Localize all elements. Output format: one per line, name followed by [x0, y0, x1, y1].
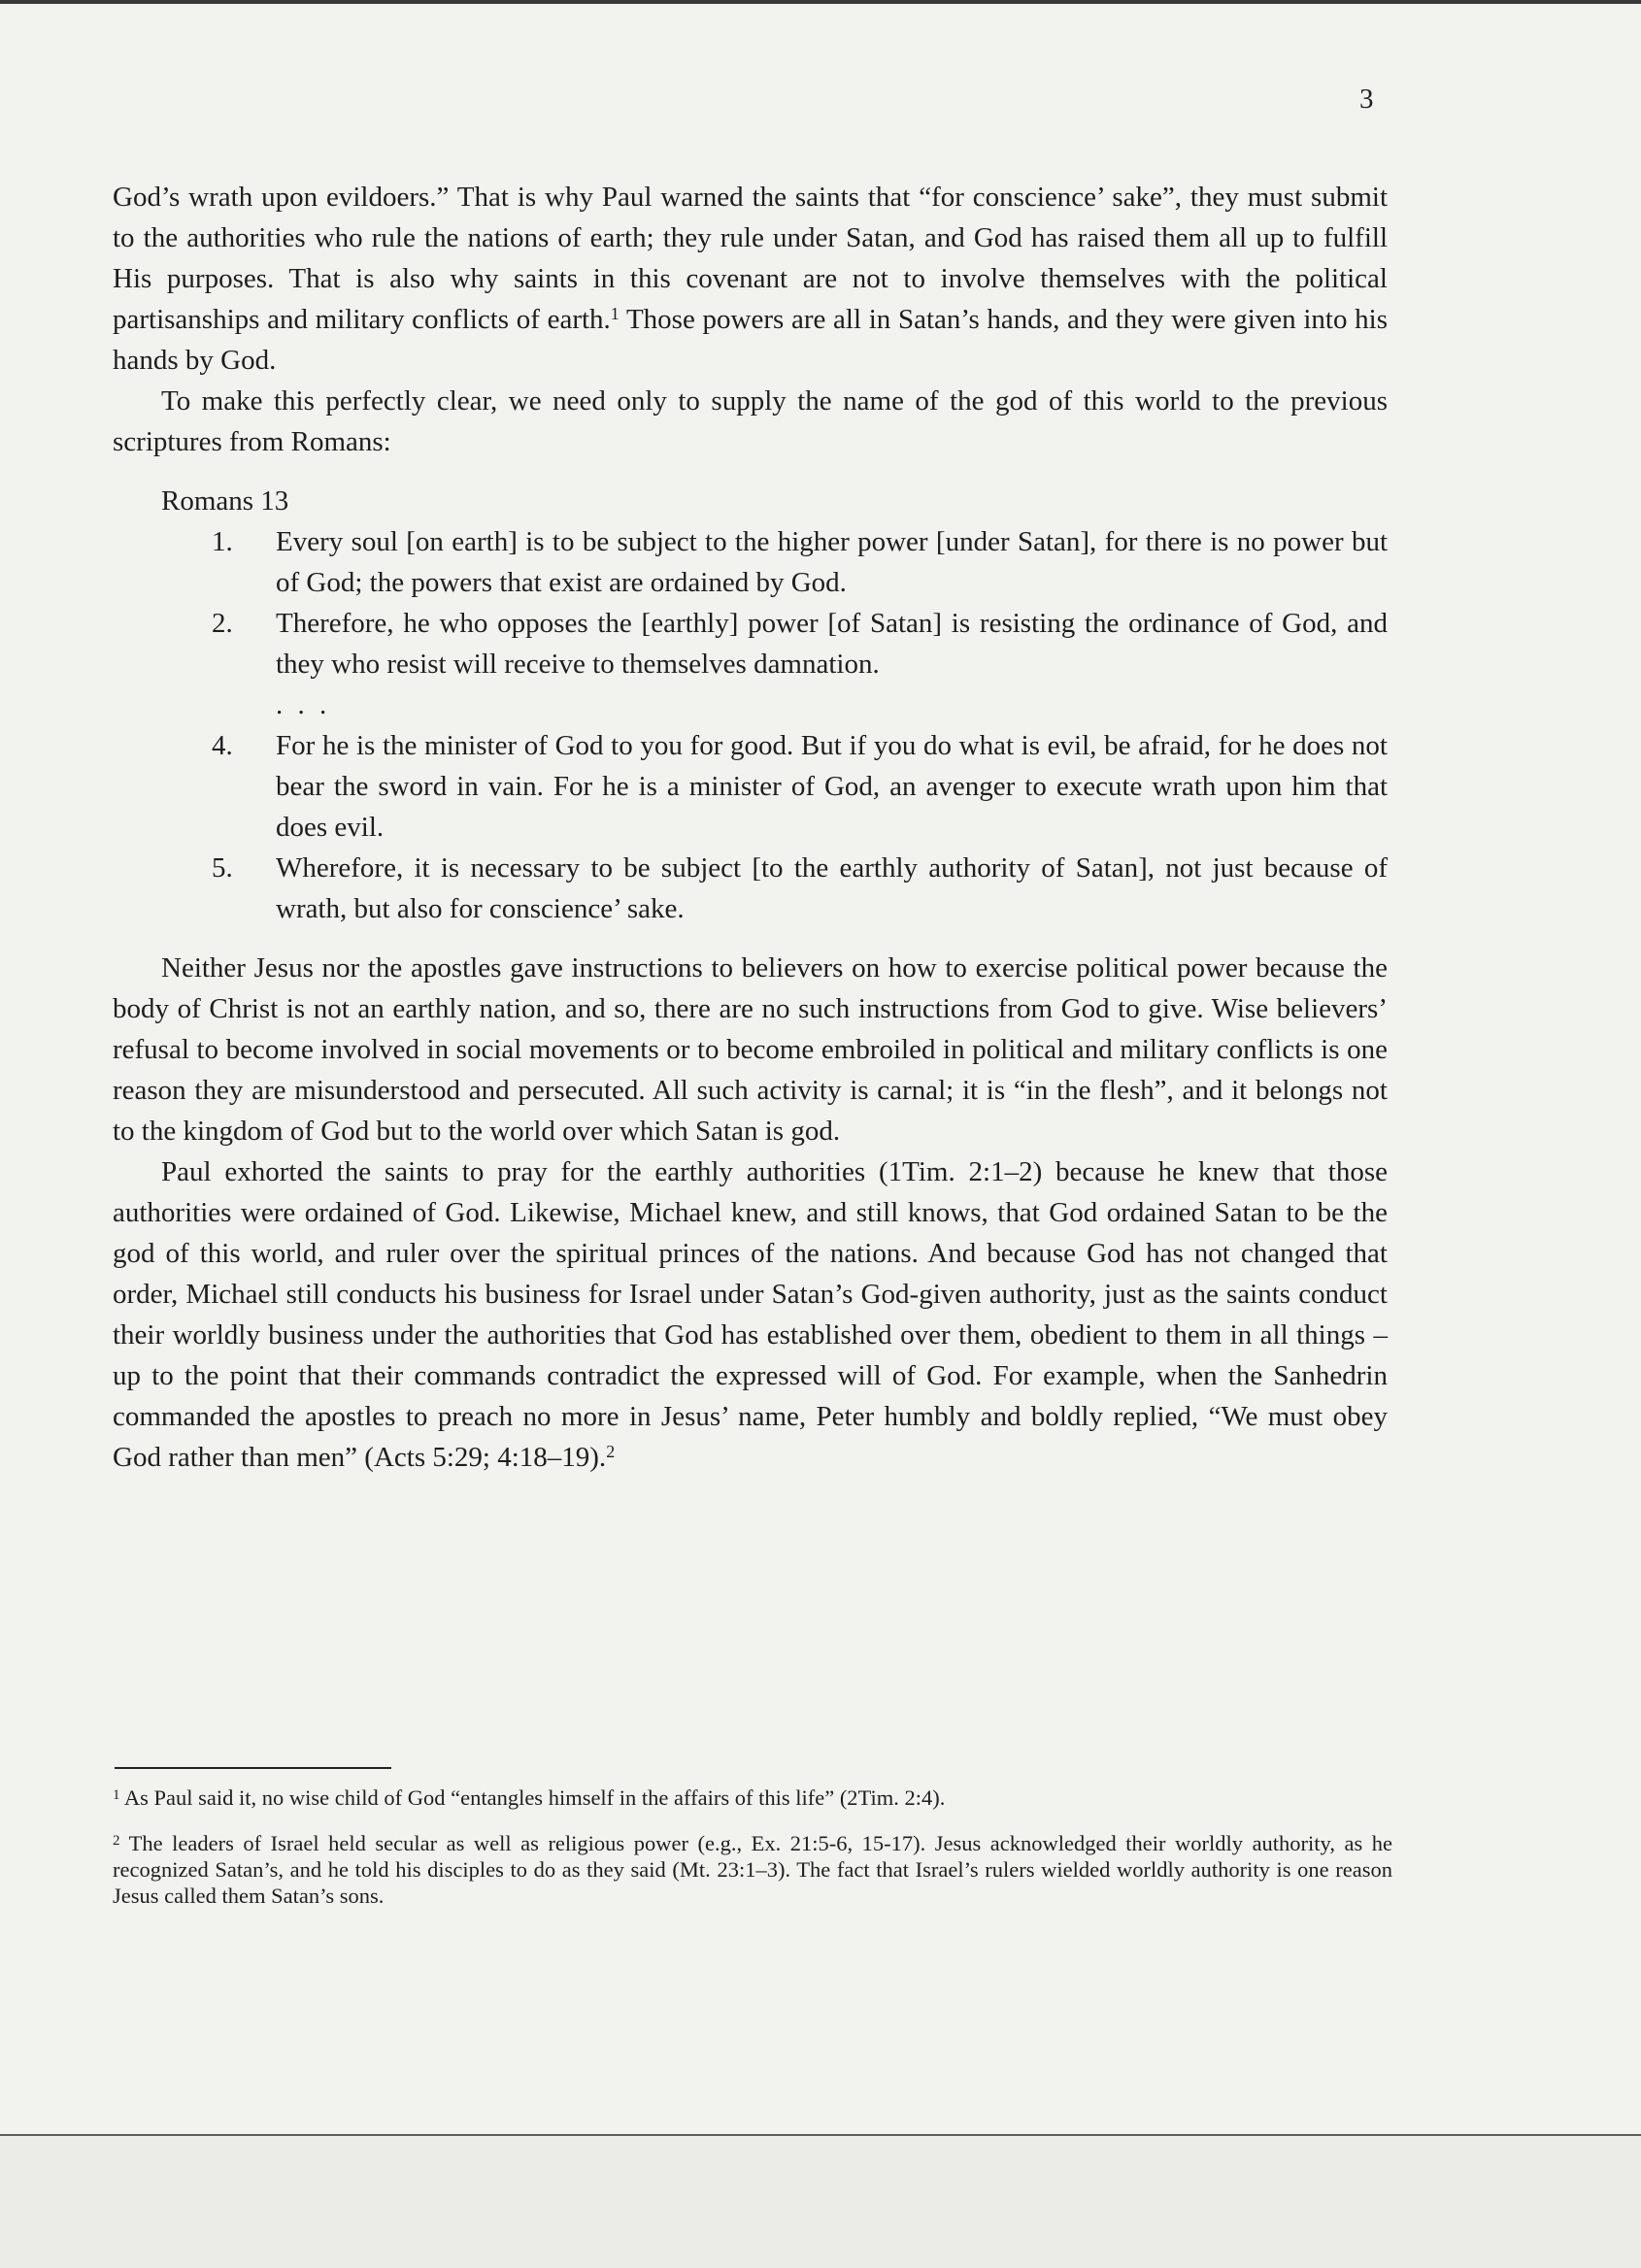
- verse-item: [113, 848, 1388, 929]
- verse-list: [113, 521, 1388, 929]
- paragraph-1: [113, 177, 1388, 381]
- verse-number: 1.: [212, 526, 233, 557]
- verse-item: [113, 725, 1388, 848]
- footnote-text: As Paul said it, no wise child of God “entangles himself in the affairs of this life” (2Tim. 2:4).: [119, 1785, 946, 1810]
- verse-number: 2.: [212, 608, 233, 639]
- body-text: [113, 177, 1388, 1478]
- verse-text: For he is the minister of God to you for good. But if you do what is evil, be afraid, for he does not bear the sword in vain. For he is a minister of God, an avenger to execute wrath upon him that does evil.: [276, 730, 1388, 843]
- footnote-reference-1: 1: [610, 304, 620, 323]
- footnote-marker: 1: [113, 1787, 120, 1803]
- footnote-marker: 2: [113, 1833, 120, 1849]
- footnote-divider: [115, 1767, 391, 1769]
- paragraph-1-text-a: God’s wrath upon evildoers.” That is why Paul warned the saints that “for conscience’ sake”, they must submit to the authorities who rule the nations of earth; they rule under Satan, and God has raised them all up to fulfill His purposes. That is also why saints in this covenant are not to involve themselves with the political partisanships and military conflicts of earth.: [113, 182, 1388, 335]
- verse-text: Therefore, he who opposes the [earthly] power [of Satan] is resisting the ordinance of God, and they who resist will receive to themselves damnation.: [276, 608, 1388, 680]
- paragraph-3: Neither Jesus nor the apostles gave instructions to believers on how to exercise political power because the body of Christ is not an earthly nation, and so, there are no such instructions from God to give. Wise believers’ refusal to become involved in social movements or to become embroiled in political and military conflicts is one reason they are misunderstood and persecuted. All such activity is carnal; it is “in the flesh”, and it belongs not to the kingdom of God but to the world over which Satan is god.: [113, 952, 1388, 1147]
- footnotes: [113, 1784, 1392, 1909]
- page-number: 3: [1359, 83, 1374, 115]
- paragraph-4: [113, 1151, 1388, 1478]
- footnote-1: [113, 1784, 1392, 1811]
- scripture-reference: Romans 13: [161, 485, 289, 517]
- paragraph-1-text-b: Those powers are all in Satan’s hands, and they were given into his hands by God.: [113, 304, 1388, 376]
- paragraph-4-text: Paul exhorted the saints to pray for the earthly authorities (1Tim. 2:1–2) because he knew that those authorities were ordained of God. Likewise, Michael knew, and still knows, that God ordained Satan to be the god of this world, and ruler over the spiritual princes of the nations. And because God has not changed that order, Michael still conducts his business for Israel under Satan’s God-given authority, just as the saints conduct their worldly business under the authorities that God has established over them, obedient to them in all things – up to the point that their commands contradict the expressed will of God. For example, when the Sanhedrin commanded the apostles to preach no more in Jesus’ name, Peter humbly and boldly replied, “We must obey God rather than men” (Acts 5:29; 4:18–19).: [113, 1156, 1388, 1473]
- verse-number: 4.: [212, 730, 233, 761]
- verse-item: [113, 603, 1388, 684]
- footnote-text: The leaders of Israel held secular as well as religious power (e.g., Ex. 21:5-6, 15-17). Jesus acknowledged their worldly authority, as he recognized Satan’s, and he told his disciples to do as they said (Mt. 23:1–3). The fact that Israel’s rulers wielded worldly authority is one reason Jesus called them Satan’s sons.: [113, 1831, 1392, 1908]
- verse-text: Wherefore, it is necessary to be subject [to the earthly authority of Satan], not just because of wrath, but also for conscience’ sake.: [276, 852, 1388, 924]
- scan-edge-top: [0, 0, 1641, 4]
- paragraph-2: To make this perfectly clear, we need only to supply the name of the god of this world to the previous scriptures from Romans:: [113, 385, 1388, 457]
- verse-text: Every soul [on earth] is to be subject to the higher power [under Satan], for there is no power but of God; the powers that exist are ordained by God.: [276, 526, 1388, 598]
- scan-background: [0, 2136, 1641, 2268]
- verse-number: 5.: [212, 852, 233, 884]
- footnote-2: [113, 1830, 1392, 1909]
- verse-item: [113, 521, 1388, 603]
- footnote-reference-2: 2: [606, 1442, 616, 1461]
- verse-ellipsis: . . .: [276, 689, 331, 720]
